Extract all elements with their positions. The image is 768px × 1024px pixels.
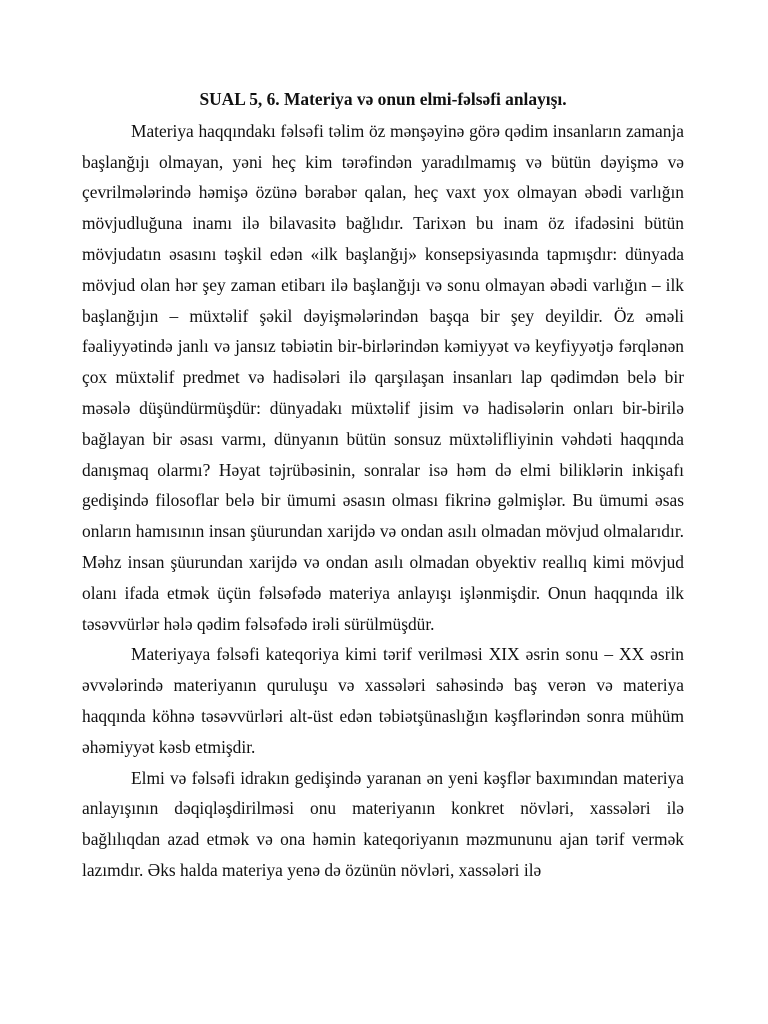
paragraph-3: Elmi və fəlsəfi idrakın gedişində yaranan ən yeni kəşflər baxımından materiya anlayışının dəqiqləşdirilməsi onu materiyanın konkret növləri, xassələri ilə bağlılıqdan azad etmək və ona həmin kateqoriyanın məzmununu ajan tərif vermək lazımdır. Əks halda materiya yenə də özünün növləri, xassələri ilə [82,767,684,880]
document-title: SUAL 5, 6. Materiya və onun elmi-fəlsəfi anlayışı. [199,89,567,109]
document-page [82,84,684,886]
paragraph-2: Materiyaya fəlsəfi kateqoriya kimi tərif verilməsi XIX əsrin sonu – XX əsrin əvvələrində materiyanın quruluşu və xassələri sahəsində baş verən və materiya haqqında köhnə təsəvvürləri alt-üst edən təbiətşünaslığın kəşflərindən sonra mühüm əhəmiyyət kəsb etmişdir. [82,644,684,757]
paragraph-1: Materiya haqqındakı fəlsəfi təlim öz mənşəyinə görə qədim insanların zamanja başlanğıjı olmayan, yəni heç kim tərəfindən yaradılmamış və bütün dəyişmə və çevrilmələrində həmişə özünə bərabər qalan, heç vaxt yox olmayan əbədi varlığın mövjudluğuna inamı ilə bilavasitə bağlıdır. Tarixən bu inam öz ifadəsini bütün mövjudatın əsasını təşkil edən «ilk başlanğıj» konsepsiyasında tapmışdır: dünyada mövjud olan hər şey zaman etibarı ilə başlanğıjı və sonu olmayan əbədi varlığın – ilk başlanğıjın – müxtəlif şəkil dəyişmələrindən başqa bir şey deyildir. Öz əməli fəaliyyətində janlı və jansız təbiətin bir-birlərindən kəmiyyət və keyfiyyətjə fərqlənən çox müxtəlif predmet və hadisələri ilə qarşılaşan insanları lap qədimdən belə bir məsələ düşündürmüşdür: dünyadakı müxtəlif jisim və hadisələrin onları bir-birilə bağlayan bir əsası varmı, dünyanın bütün sonsuz müxtəlifliyinin vəhdəti haqqında danışmaq olarmı? Həyat təjrübəsinin, sonralar isə həm də elmi biliklərin inkişafı gedişində filosoflar belə bir ümumi əsasın olması fikrinə gəlmişlər. Bu ümumi əsas onların hamısının insan şüurundan xarijdə və ondan asılı olmadan mövjud olmalarıdır. Məhz insan şüurundan xarijdə və ondan asılı olmadan obyektiv reallıq kimi mövjud olanı ifada etmək üçün fəlsəfədə materiya anlayışı işlənmişdir. Onun haqqında ilk təsəvvürlər hələ qədim fəlsəfədə irəli sürülmüşdür. [82,120,684,634]
